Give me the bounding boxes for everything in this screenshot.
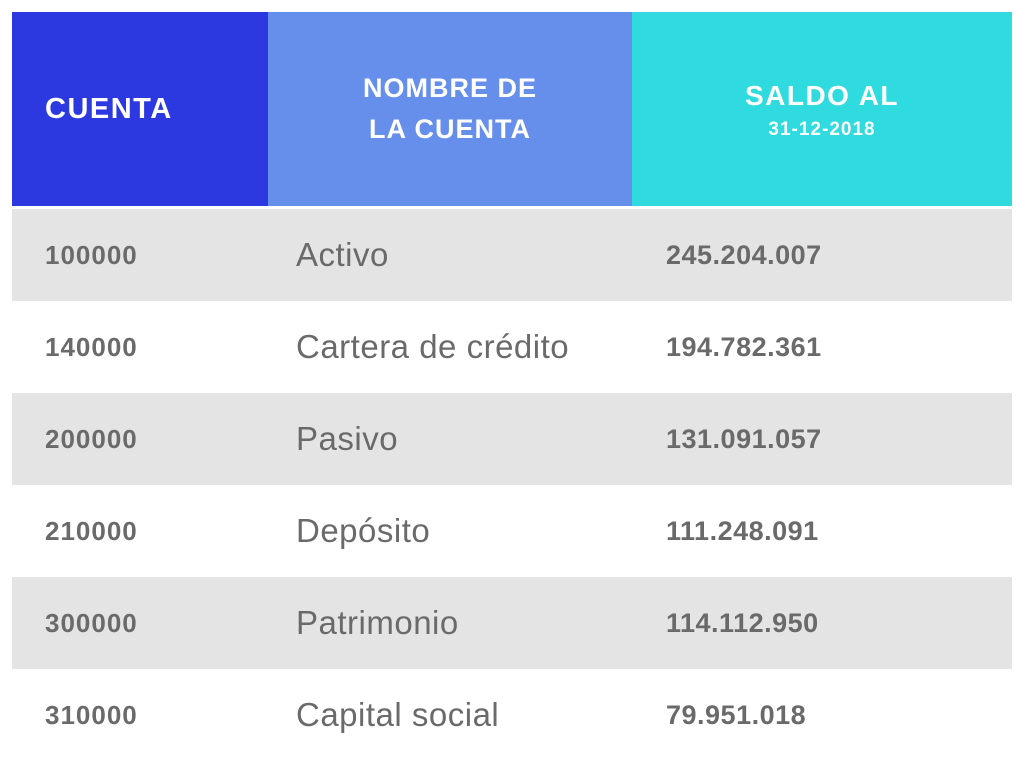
table-row xyxy=(12,301,1012,393)
table-row xyxy=(12,209,1012,301)
nombre-cell: Activo xyxy=(296,236,389,273)
cuenta-cell: 310000 xyxy=(45,699,138,730)
saldo-cell: 194.782.361 xyxy=(666,331,822,362)
header-saldo-label: SALDO AL xyxy=(744,79,900,111)
table-row xyxy=(12,485,1012,577)
nombre-cell: Pasivo xyxy=(296,420,399,457)
table-row xyxy=(12,577,1012,669)
nombre-cell: Cartera de crédito xyxy=(296,328,570,365)
cuenta-cell: 140000 xyxy=(45,331,138,362)
accounts-table xyxy=(12,12,1012,761)
header-nombre-line1: NOMBRE DE xyxy=(362,73,537,103)
header-saldo-date: 31-12-2018 xyxy=(768,118,876,140)
header-cell-nombre xyxy=(268,12,632,206)
header-cell-saldo xyxy=(632,12,1012,206)
nombre-cell: Capital social xyxy=(296,696,500,733)
header-cuenta-label: CUENTA xyxy=(45,92,173,125)
cuenta-cell: 300000 xyxy=(45,607,138,638)
table-header xyxy=(12,12,1012,206)
cuenta-cell: 200000 xyxy=(45,423,138,454)
saldo-cell: 114.112.950 xyxy=(666,607,819,638)
cuenta-cell: 100000 xyxy=(45,239,138,270)
saldo-cell: 245.204.007 xyxy=(666,239,822,270)
saldo-cell: 111.248.091 xyxy=(666,515,819,546)
nombre-cell: Patrimonio xyxy=(296,604,459,641)
saldo-cell: 79.951.018 xyxy=(666,699,807,730)
table-row xyxy=(12,669,1012,761)
table-row xyxy=(12,393,1012,485)
header-nombre-line2: LA CUENTA xyxy=(369,114,531,144)
cuenta-cell: 210000 xyxy=(45,515,138,546)
saldo-cell: 131.091.057 xyxy=(666,423,822,454)
nombre-cell: Depósito xyxy=(296,512,431,549)
header-cell-cuenta xyxy=(12,12,268,206)
